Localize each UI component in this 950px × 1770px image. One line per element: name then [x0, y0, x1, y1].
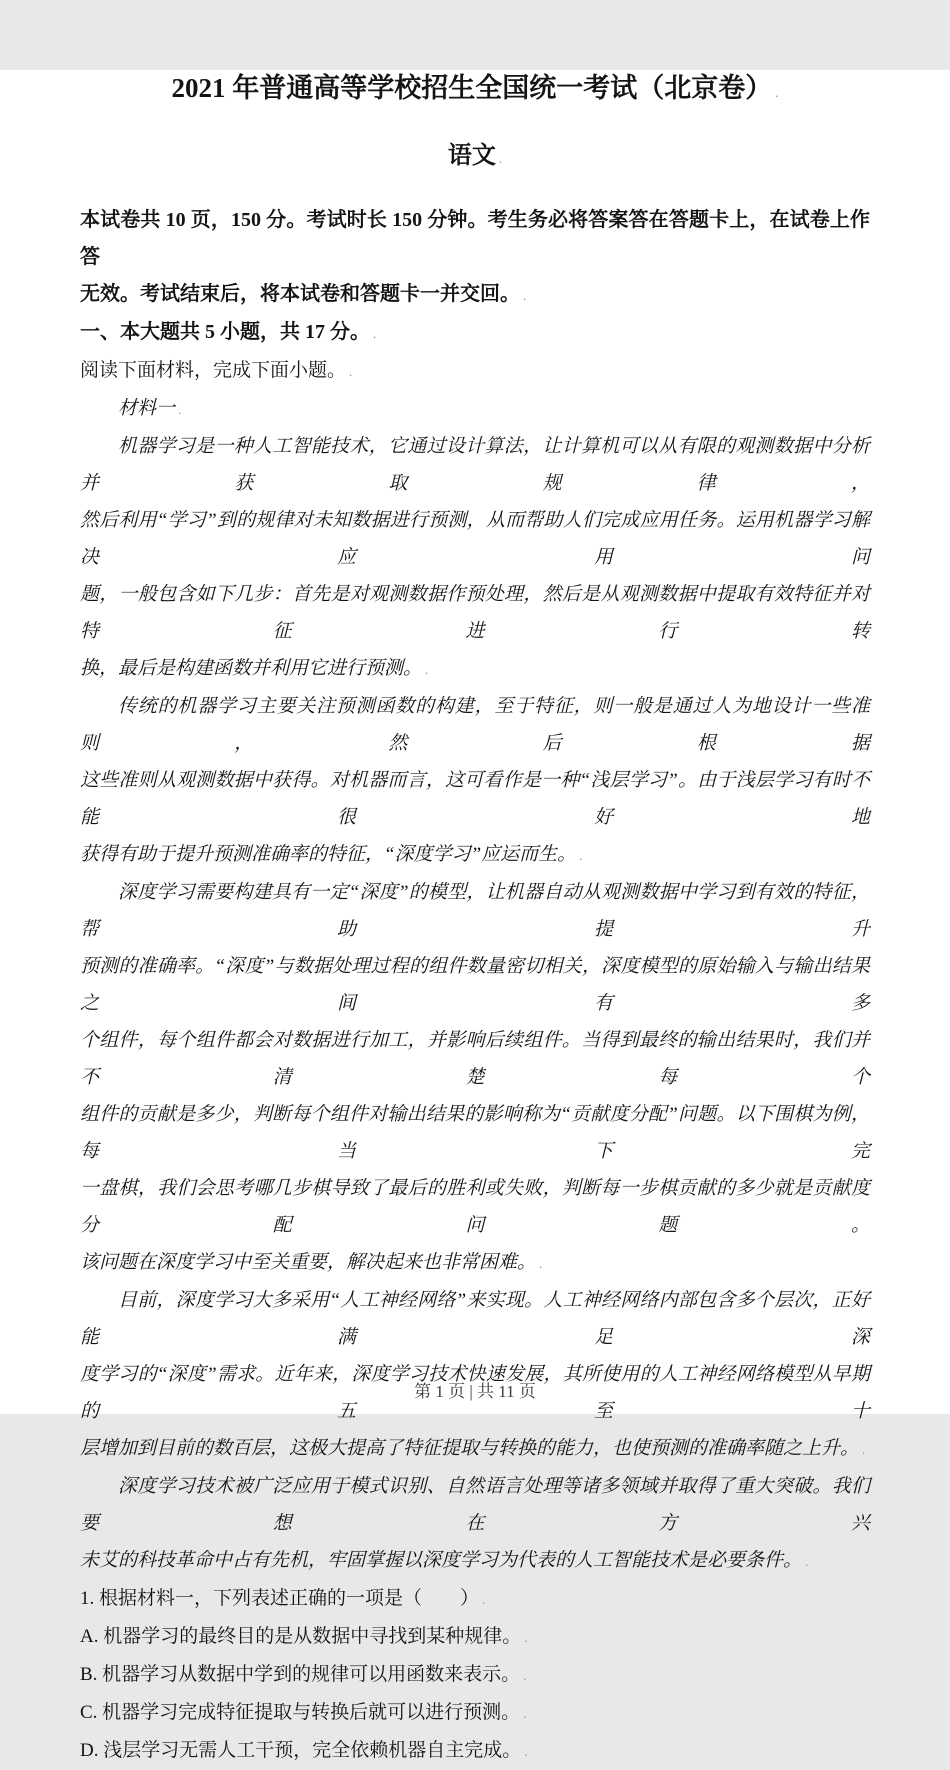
text-line: 深度学习需要构建具有一定“深度”的模型，让机器自动从观测数据中学习到有效的特征，帮助提升	[80, 882, 870, 940]
text-line: 深度学习技术被广泛应用于模式识别、自然语言处理等诸多领域并取得了重大突破。我们要想在方兴	[80, 1476, 870, 1534]
page-footer	[0, 1377, 950, 1402]
text-line: 一、本大题共 5 小题，共 17 分。 .	[80, 321, 377, 343]
text-line: 机器学习是一种人工智能技术，它通过设计算法，让计算机可以从有限的观测数据中分析并获取规律，	[80, 436, 870, 494]
material-paragraph-3	[80, 874, 870, 1282]
option-c	[80, 1694, 870, 1732]
text-line: 换，最后是构建函数并利用它进行预测。 .	[80, 658, 429, 679]
text-line: 层增加到目前的数百层，这极大提高了特征提取与转换的能力，也使预测的准确率随之上升。 .	[80, 1438, 866, 1459]
page-title-text: 2021 年普通高等学校招生全国统一考试（北京卷）	[171, 73, 773, 103]
paragraph-mark-dot: .	[523, 288, 527, 303]
text-line: 预测的准确率。“深度”与数据处理过程的组件数量密切相关，深度模型的原始输入与输出结果之间有多	[80, 956, 870, 1014]
text-line: C. 机器学习完成特征提取与转换后就可以进行预测。 .	[80, 1702, 527, 1723]
text-line: 传统的机器学习主要关注预测函数的构建，至于特征，则一般是通过人为地设计一些准则，然后根据	[80, 696, 870, 754]
text-line: 组件的贡献是多少，判断每个组件对输出结果的影响称为“贡献度分配”问题。以下围棋为例，每当下完	[80, 1104, 870, 1162]
material-label	[80, 390, 870, 428]
text-line: 阅读下面材料，完成下面小题。 .	[80, 360, 353, 381]
document-body	[80, 202, 870, 1770]
text-line: D. 浅层学习无需人工干预，完全依赖机器自主完成。 .	[80, 1740, 528, 1761]
text-line: 无效。考试结束后，将本试卷和答题卡一并交回。 .	[80, 283, 527, 305]
paragraph-mark-dot: .	[498, 151, 503, 166]
material-paragraph-2	[80, 688, 870, 874]
text-line: 度学习的“深度”需求。近年来，深度学习技术快速发展，其所使用的人工神经网络模型从早期的五至十	[80, 1364, 870, 1422]
paragraph-mark-dot: .	[579, 848, 583, 863]
paragraph-mark-dot: .	[524, 1744, 528, 1759]
reading-intro	[80, 352, 870, 390]
paragraph-mark-dot: .	[523, 1668, 527, 1683]
text-line: B. 机器学习从数据中学到的规律可以用函数来表示。 .	[80, 1664, 527, 1685]
text-line: 目前，深度学习大多采用“人工神经网络”来实现。人工神经网络内部包含多个层次，正好能满足深	[80, 1290, 870, 1348]
text-line: 材料一 .	[118, 398, 182, 419]
text-line: 1. 根据材料一，下列表述正确的一项是（ ） .	[80, 1588, 486, 1609]
paragraph-mark-dot: .	[805, 1554, 809, 1569]
material-paragraph-4	[80, 1282, 870, 1468]
text-line: 个组件，每个组件都会对数据进行加工，并影响后续组件。当得到最终的输出结果时，我们并不清楚每个	[80, 1030, 870, 1088]
paragraph-mark-dot: .	[775, 85, 779, 100]
material-paragraph-5	[80, 1468, 870, 1580]
page-title	[80, 70, 870, 111]
question-1	[80, 1580, 870, 1618]
exam-notice	[80, 202, 870, 314]
text-line: 题，一般包含如下几步：首先是对观测数据作预处理，然后是从观测数据中提取有效特征并对特征进行转	[80, 584, 870, 642]
section-heading	[80, 314, 870, 352]
text-line: 未艾的科技革命中占有先机，牢固掌握以深度学习为代表的人工智能技术是必要条件。 .	[80, 1550, 809, 1571]
paragraph-mark-dot: .	[524, 1630, 528, 1645]
page-subtitle	[80, 139, 870, 176]
text-line: 该问题在深度学习中至关重要，解决起来也非常困难。 .	[80, 1252, 543, 1273]
page-subtitle-text: 语文	[447, 143, 496, 169]
paragraph-mark-dot: .	[178, 402, 182, 417]
paragraph-mark-dot: .	[425, 662, 429, 677]
text-line: 然后利用“学习”到的规律对未知数据进行预测，从而帮助人们完成应用任务。运用机器学习解决应用问	[80, 510, 870, 568]
paragraph-mark-dot: .	[349, 364, 353, 379]
text-line: A. 机器学习的最终目的是从数据中寻找到某种规律。 .	[80, 1626, 528, 1647]
material-paragraph-1	[80, 428, 870, 688]
text-line: 一盘棋，我们会思考哪几步棋导致了最后的胜利或失败，判断每一步棋贡献的多少就是贡献度分配问题。	[80, 1178, 870, 1236]
paragraph-mark-dot: .	[523, 1706, 527, 1721]
document-page	[0, 70, 950, 1761]
option-a	[80, 1618, 870, 1656]
paragraph-mark-dot: .	[373, 326, 377, 341]
paragraph-mark-dot: .	[482, 1592, 486, 1607]
text-line: 获得有助于提升预测准确率的特征，“深度学习”应运而生。 .	[80, 844, 583, 865]
option-d	[80, 1732, 870, 1770]
paragraph-mark-dot: .	[539, 1256, 543, 1271]
page-number-label: 第 1 页 | 共 11 页	[414, 1382, 536, 1401]
text-line: 这些准则从观测数据中获得。对机器而言，这可看作是一种“浅层学习”。由于浅层学习有时不能很好地	[80, 770, 870, 828]
option-b	[80, 1656, 870, 1694]
paragraph-mark-dot: .	[862, 1442, 866, 1457]
text-line: 本试卷共 10 页，150 分。考试时长 150 分钟。考生务必将答案答在答题卡上，在试卷上作答	[80, 209, 870, 268]
